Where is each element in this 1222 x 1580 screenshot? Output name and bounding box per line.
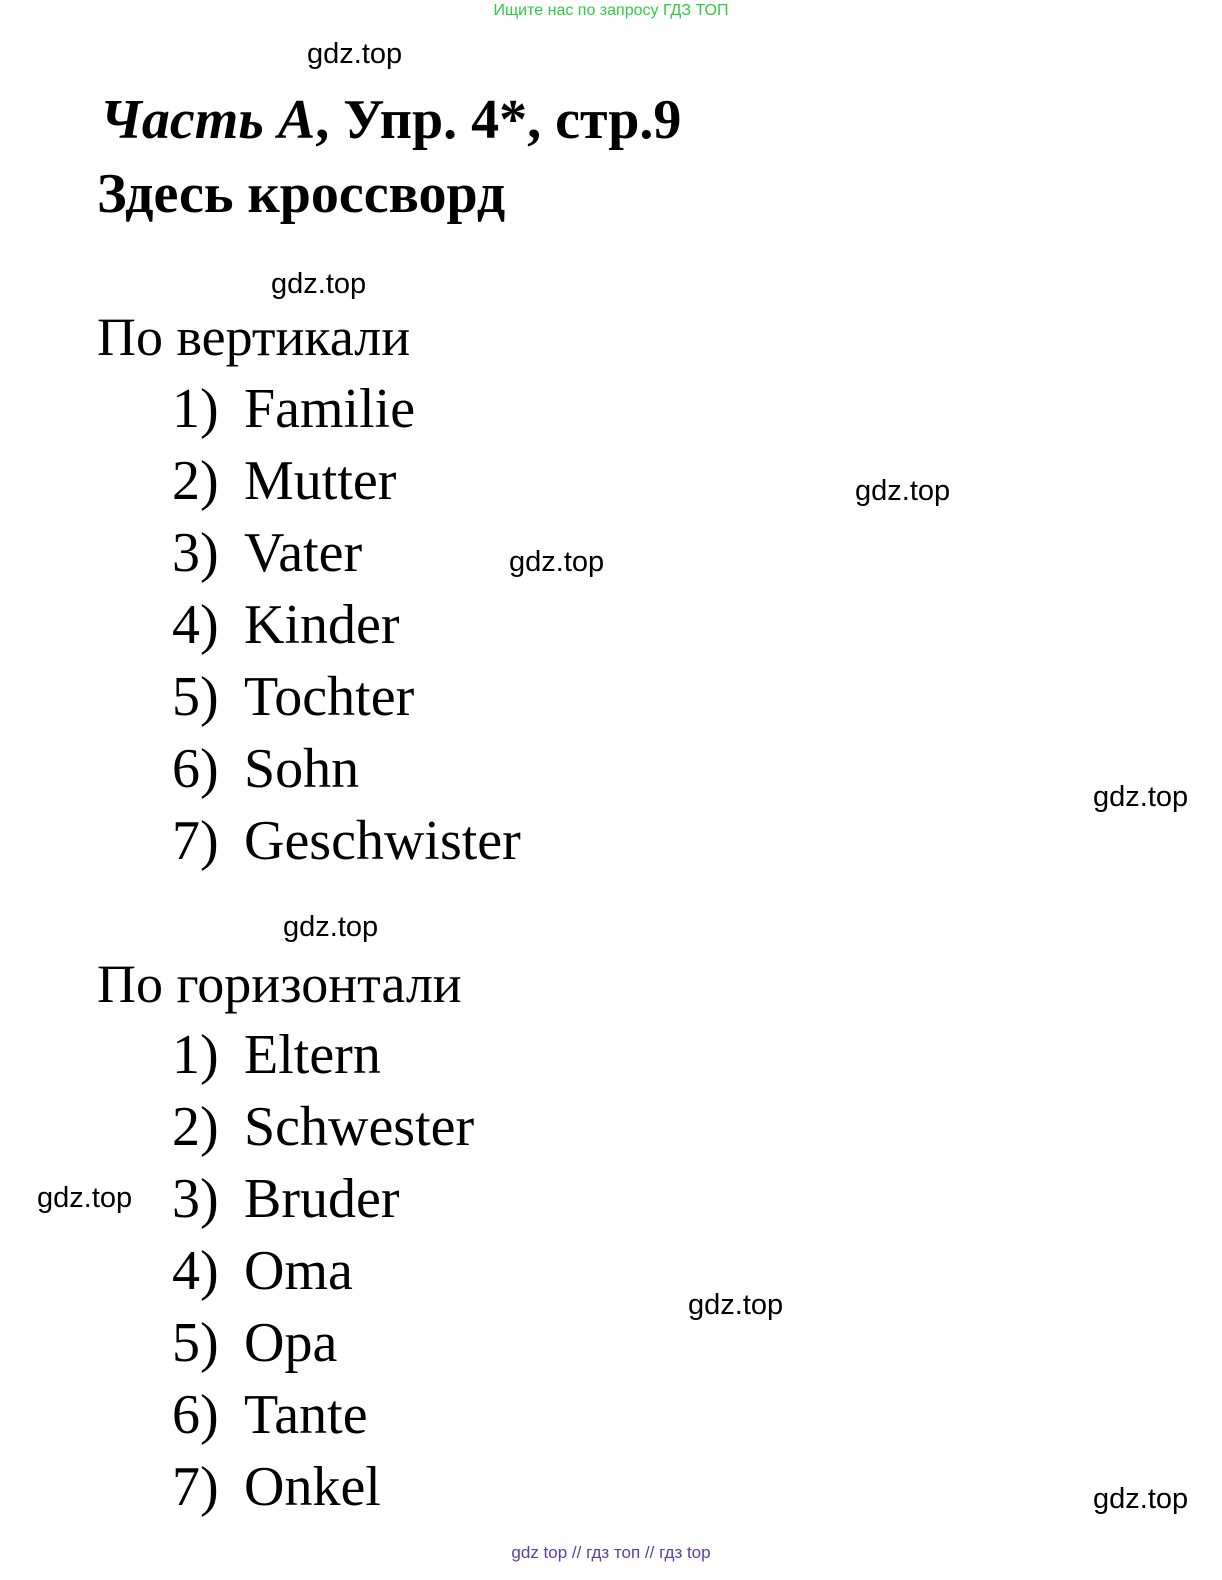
item-number: 2): [172, 1096, 219, 1158]
watermark: gdz.top: [283, 911, 379, 943]
list-item: [172, 445, 521, 517]
item-number: 1): [172, 1024, 219, 1086]
item-word: Schwester: [244, 1096, 475, 1158]
vertical-heading: По вертикали: [97, 307, 411, 367]
item-word: Kinder: [244, 594, 400, 656]
list-item: [172, 373, 521, 445]
watermark: gdz.top: [509, 546, 605, 578]
item-word: Opa: [244, 1312, 338, 1374]
item-number: 6): [172, 738, 219, 800]
item-word: Eltern: [244, 1024, 381, 1086]
title-part: Часть А: [100, 89, 316, 151]
list-item: [172, 733, 521, 805]
horizontal-heading: По горизонтали: [97, 954, 462, 1014]
list-item: [172, 517, 521, 589]
list-item: [172, 1379, 474, 1451]
item-number: 6): [172, 1384, 219, 1446]
list-item: [172, 589, 521, 661]
list-item: [172, 1307, 474, 1379]
watermark: gdz.top: [855, 475, 951, 507]
item-word: Onkel: [244, 1456, 381, 1518]
page-subtitle: Здесь кроссворд: [97, 163, 506, 225]
top-banner[interactable]: Ищите нас по запросу ГДЗ ТОП: [493, 2, 729, 19]
item-number: 7): [172, 1456, 219, 1518]
item-word: Bruder: [244, 1168, 400, 1230]
item-number: 7): [172, 810, 219, 872]
vertical-answers: [172, 373, 521, 877]
list-item: [172, 1235, 474, 1307]
watermark: gdz.top: [1093, 781, 1189, 813]
item-number: 1): [172, 378, 219, 440]
watermark: gdz.top: [1093, 1483, 1189, 1515]
item-word: Tochter: [244, 666, 415, 728]
item-word: Sohn: [244, 738, 360, 800]
list-item: [172, 1163, 474, 1235]
title-exercise: , Упр. 4*, стр.9: [315, 89, 682, 151]
item-number: 3): [172, 522, 219, 584]
watermark: gdz.top: [37, 1182, 133, 1214]
item-word: Mutter: [244, 450, 397, 512]
item-word: Geschwister: [244, 810, 521, 872]
list-item: [172, 661, 521, 733]
list-item: [172, 1451, 474, 1523]
watermark: gdz.top: [271, 268, 367, 300]
watermark: gdz.top: [307, 38, 403, 70]
horizontal-answers: [172, 1019, 474, 1523]
item-number: 2): [172, 450, 219, 512]
page-title: [100, 88, 681, 152]
item-word: Vater: [244, 522, 363, 584]
list-item: [172, 805, 521, 877]
item-number: 5): [172, 1312, 219, 1374]
item-number: 3): [172, 1168, 219, 1230]
item-number: 4): [172, 1240, 219, 1302]
item-word: Oma: [244, 1240, 353, 1302]
list-item: [172, 1091, 474, 1163]
item-word: Familie: [244, 378, 416, 440]
watermark: gdz.top: [688, 1289, 784, 1321]
item-word: Tante: [244, 1384, 368, 1446]
list-item: [172, 1019, 474, 1091]
item-number: 4): [172, 594, 219, 656]
item-number: 5): [172, 666, 219, 728]
footer-links[interactable]: gdz top // гдз топ // гдз top: [511, 1543, 711, 1562]
